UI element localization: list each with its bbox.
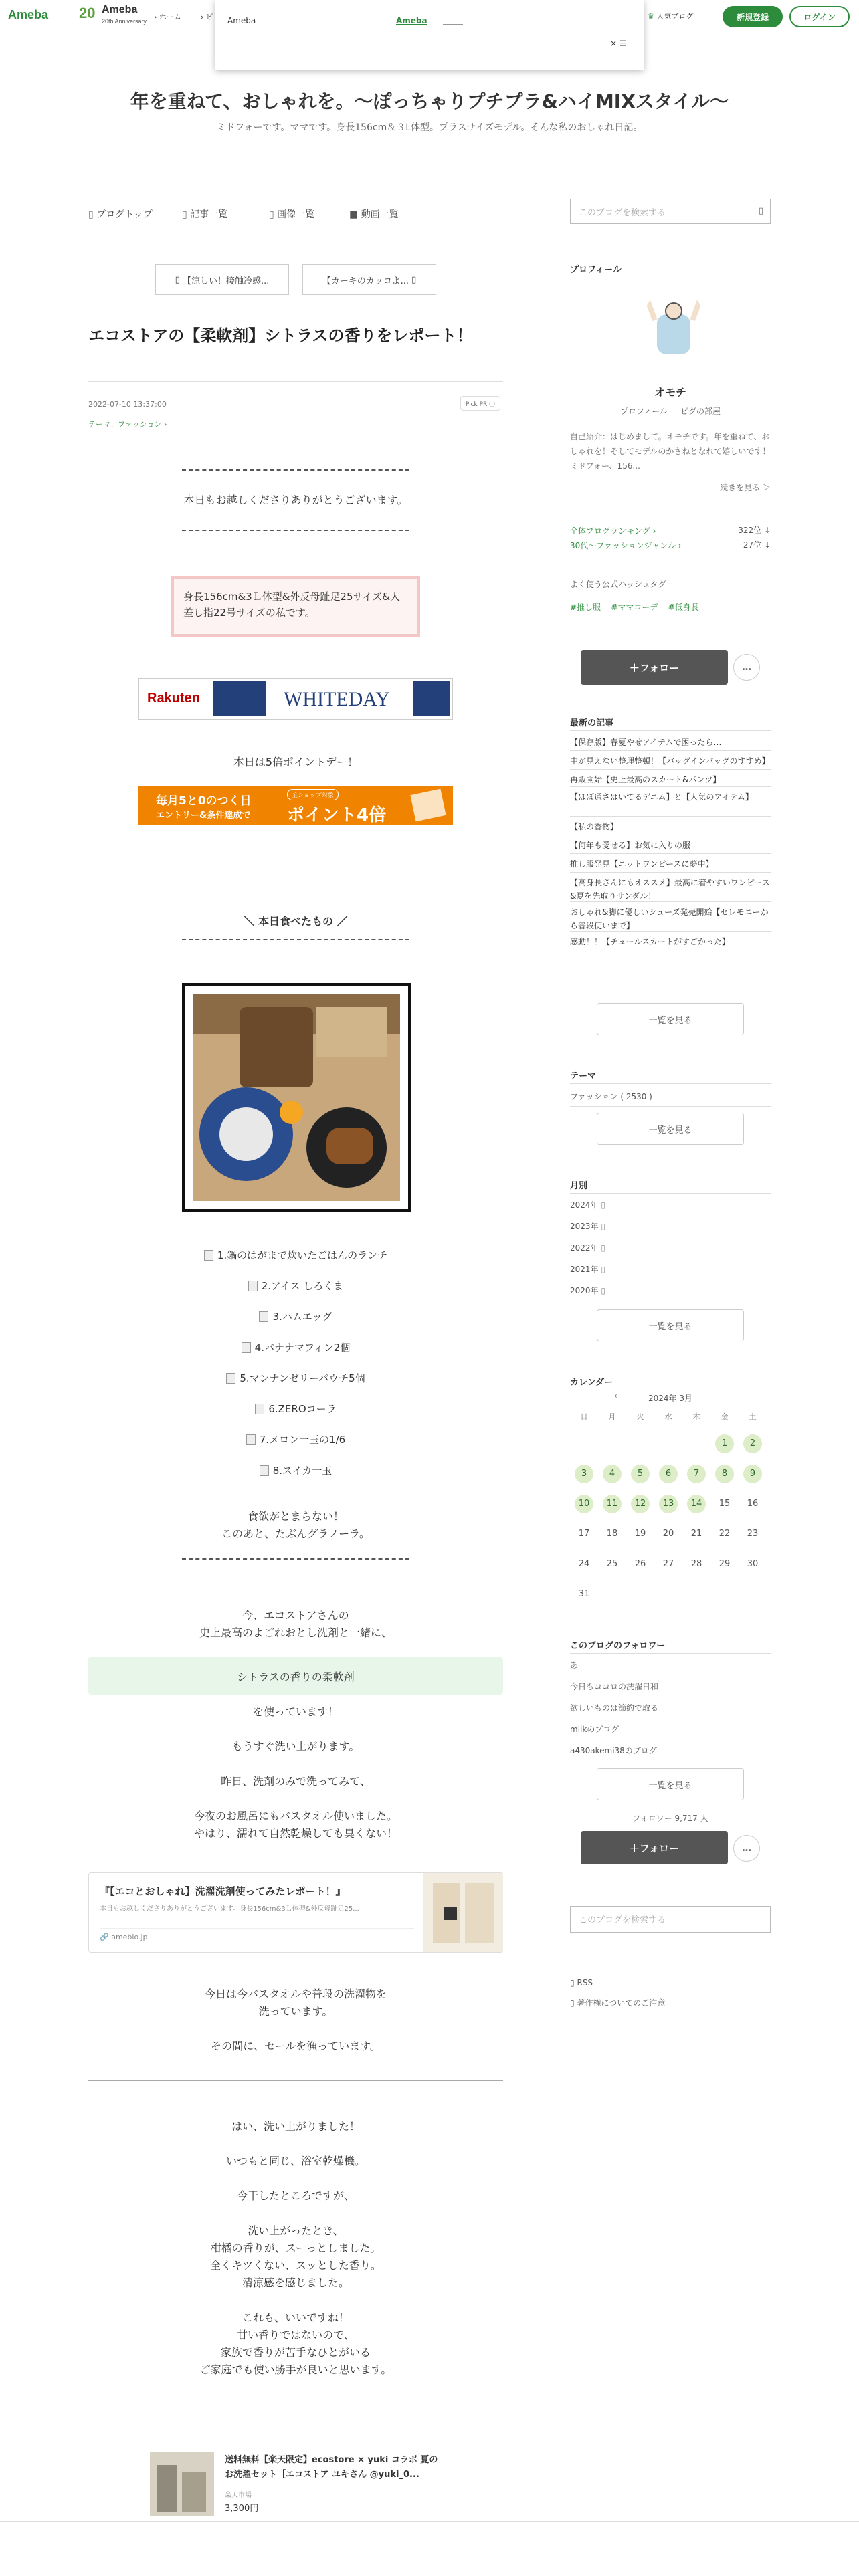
article-date: 2022-07-10 13:37:00	[88, 400, 167, 409]
food-item-text: 1.鍋のはがまで炊いたごはんのランチ	[217, 1249, 388, 1261]
calendar-day[interactable]	[682, 1489, 710, 1519]
calendar-day[interactable]	[710, 1428, 739, 1459]
popup-link[interactable]: Ameba	[396, 16, 427, 25]
weekday-header: 火	[636, 1412, 644, 1421]
image-icon: ▯	[269, 209, 274, 220]
link-card-domain: 🔗 ameblo.jp	[100, 1928, 414, 1941]
chevron-left-icon: ▯	[175, 274, 180, 285]
follow-button[interactable]: ＋フォロー	[581, 650, 728, 685]
rank-genre-link[interactable]: 30代〜ファッションジャンル ›	[570, 541, 682, 550]
dash-divider	[182, 1558, 409, 1560]
recent-article-link[interactable]: 【高身長さんにもオススメ】最高に着やすいワンピース&夏を先取りサンダル！	[570, 878, 770, 901]
divider	[570, 786, 771, 787]
calendar-day-number: 9	[743, 1465, 762, 1483]
profile-name[interactable]: オモチ	[654, 386, 686, 399]
body-text: 家族で香りが苦手なひとがいる	[220, 2346, 371, 2359]
calendar-day-number: 31	[578, 1589, 590, 1599]
calendar-day[interactable]	[654, 1489, 682, 1519]
dash-divider	[182, 530, 409, 531]
rank-genre-value: 27位 ↓	[743, 540, 771, 550]
calendar-day	[626, 1519, 654, 1549]
nav-home-link[interactable]: › ホーム	[154, 13, 181, 21]
divider	[570, 853, 771, 854]
profile-links	[570, 405, 771, 417]
popup-underline	[443, 24, 463, 25]
calendar-day-number: 7	[687, 1465, 706, 1483]
recent-article-link[interactable]: 感動！！【チュールスカートがすごかった】	[570, 937, 731, 946]
calendar-day	[570, 1579, 598, 1609]
year-archive-link[interactable]	[570, 1220, 771, 1233]
calendar-day[interactable]	[598, 1459, 626, 1489]
body-text: やはり、濡れて自然乾燥しても臭くない！	[193, 1827, 397, 1840]
calendar-day-number: 8	[715, 1465, 734, 1483]
nav-partial-link[interactable]: › ピ	[201, 13, 213, 21]
body-text: 洗っています。	[258, 2005, 333, 2018]
broken-image-icon	[246, 1434, 256, 1445]
follower-link[interactable]: 欲しいものは節約で取る	[570, 1703, 659, 1713]
calendar-day-number: 21	[690, 1529, 702, 1539]
month-list-all-button[interactable]: 一覧を見る	[597, 1309, 744, 1341]
food-image-caption	[88, 1432, 503, 1446]
dash-divider	[182, 469, 409, 471]
recent-heading: 最新の記事	[570, 718, 614, 728]
calendar-day-number: 26	[634, 1559, 646, 1569]
banner2-tag: 全ショップ対象	[287, 789, 339, 800]
calendar-day	[570, 1428, 598, 1459]
calendar-day	[626, 1428, 654, 1459]
followers-heading: このブログのフォロワー	[570, 1641, 666, 1651]
section-heading: ＼ 本日食べたもの ／	[244, 915, 348, 928]
year-label: 2020年	[570, 1286, 599, 1295]
intro-line-1: 今、エコストアさんの	[242, 1609, 349, 1622]
recent-article-link[interactable]: 【私の香物】	[570, 822, 619, 831]
broken-image-icon	[248, 1281, 258, 1291]
calendar-day-number: 18	[606, 1529, 618, 1539]
sidebar-search-input[interactable]: このブログを検索する	[570, 1906, 771, 1933]
chevron-down-icon: ▯	[598, 1200, 605, 1210]
calendar-day	[710, 1549, 739, 1579]
follower-count: フォロワー 9,717 人	[632, 1814, 708, 1823]
food-item-text: 4.バナナマフィン2個	[254, 1341, 351, 1354]
divider	[570, 931, 771, 932]
body-text: 今夜のお風呂にもバスタオル使いました。	[193, 1810, 397, 1822]
product-thumbnail[interactable]	[150, 2452, 214, 2516]
year-archive-link[interactable]	[570, 1198, 771, 1212]
divider	[570, 1083, 771, 1084]
popup-close-icon[interactable]: × ☰	[610, 39, 627, 48]
broken-image-icon	[242, 1342, 251, 1353]
banner-decoration-left	[213, 681, 266, 716]
blog-title[interactable]: 年を重ねて、おしゃれを。〜ぽっちゃりプチプラ&ハイMIXスタイル〜	[130, 90, 729, 112]
more-options-button[interactable]: …	[733, 654, 760, 681]
crown-icon: ♛	[648, 12, 654, 21]
body-text: 今日は今バスタオルや普段の洗濯物を	[204, 1988, 387, 2000]
link-card-title: 『【エコとおしゃれ】洗濯洗剤使ってみたレポート！』	[100, 1885, 346, 1897]
calendar-day	[570, 1519, 598, 1549]
calendar-day-number: 12	[631, 1495, 650, 1513]
banner2-left-title: 毎月5と0のつく日	[156, 794, 252, 808]
broken-image-icon	[226, 1373, 235, 1384]
rss-link[interactable]: ▯ RSS	[570, 1978, 593, 1988]
recent-article-link[interactable]: 【何年も愛せる】お気に入りの服	[570, 841, 691, 850]
article-theme-link[interactable]: テーマ：ファッション ›	[88, 420, 167, 429]
divider	[570, 872, 771, 873]
theme-list-all-button[interactable]: 一覧を見る	[597, 1113, 744, 1145]
calendar-day	[739, 1579, 767, 1609]
food-comment-2: このあと、たぶんグラノーラ。	[221, 1527, 370, 1540]
footer-divider	[0, 2521, 859, 2522]
divider	[570, 816, 771, 817]
food-image-caption	[88, 1309, 503, 1323]
calendar-day[interactable]	[739, 1428, 767, 1459]
followers-list-all-button[interactable]: 一覧を見る	[597, 1768, 744, 1800]
link-card-desc: 本日もお越しくださりありがとうございます。身長156cm&3Ｌ体型&外反母趾足25...	[100, 1905, 359, 1913]
calendar-day	[682, 1519, 710, 1549]
recent-article-link[interactable]: おしゃれ&脚に優しいシューズ発売開始【セレモニーから普段使いまで】	[570, 907, 769, 930]
banner2-points: ポイント4倍	[287, 805, 387, 825]
chevron-left-icon: ‹	[614, 1391, 617, 1400]
food-item-text: 7.メロン一玉の1/6	[259, 1434, 346, 1446]
banner-whiteday-text: WHITEDAY	[284, 688, 390, 710]
calendar-day	[739, 1549, 767, 1579]
rank-overall-link[interactable]: 全体ブログランキング ›	[570, 526, 656, 536]
food-image-caption	[88, 1402, 503, 1416]
calendar-day	[598, 1519, 626, 1549]
greeting-text: 本日もお越しくださりありがとうございます。	[183, 494, 408, 506]
weekday-header: 金	[721, 1412, 729, 1421]
product-title[interactable]: 送料無料【楽天限定】ecostore × yuki コラボ 夏のお洗濯セット［エコストア ユキさん @yuki_0...	[225, 2455, 438, 2480]
calendar-day	[682, 1428, 710, 1459]
recent-article-link[interactable]: 推し服発見【ニットワンピースに夢中】	[570, 859, 714, 869]
profile-heading: プロフィール	[570, 265, 622, 275]
calendar-day-number: 11	[603, 1495, 622, 1513]
body-text: はい、洗い上がりました！	[231, 2120, 360, 2133]
calendar-day-number: 5	[631, 1465, 650, 1483]
body-text: 昨日、洗剤のみで洗ってみて、	[221, 1775, 371, 1788]
weekday-header: 木	[692, 1412, 700, 1421]
header-popup	[215, 0, 644, 70]
calendar-day	[710, 1489, 739, 1519]
broken-image-icon	[260, 1465, 269, 1476]
calendar-day[interactable]	[570, 1489, 598, 1519]
calendar-day[interactable]	[570, 1459, 598, 1489]
hashtag-link[interactable]: #推し服	[570, 603, 601, 612]
food-item-text: 5.マンナンゼリーパウチ5個	[240, 1372, 365, 1384]
profile-note-box: 身長156cm&3Ｌ体型&外反母趾足25サイズ&人差し指22号サイズの私です。	[171, 576, 420, 637]
broken-image-icon	[259, 1311, 268, 1322]
calendar-day-number: 22	[719, 1529, 731, 1539]
calendar-day-number: 1	[715, 1434, 734, 1453]
calendar-table	[570, 1404, 767, 1609]
calendar-day-number: 14	[687, 1495, 706, 1513]
search-icon[interactable]: ▯	[758, 206, 763, 216]
weekday-header: 日	[580, 1412, 588, 1421]
chevron-down-icon: ▯	[598, 1286, 605, 1295]
weekday-header: 水	[664, 1412, 672, 1421]
hashtag-link[interactable]: #低身長	[668, 603, 699, 612]
food-comment-1: 食欲がとまらない！	[247, 1510, 344, 1523]
body-text: 今干したところですが、	[237, 2189, 355, 2202]
year-archive-link[interactable]	[570, 1263, 771, 1276]
banner2-left-sub: エントリー&条件達成で	[156, 811, 251, 821]
calendar-day	[654, 1549, 682, 1579]
recent-article-link[interactable]: 再販開始【史上最高のスカート&パンツ】	[570, 775, 721, 784]
header-search-input[interactable]: このブログを検索する ▯	[570, 199, 771, 224]
food-image-caption	[88, 1463, 503, 1477]
body-text: を使っています！	[252, 1705, 339, 1718]
calendar-day	[654, 1519, 682, 1549]
pig-room-link[interactable]: ピグの部屋	[680, 407, 721, 416]
follower-link[interactable]: 今日もココロの洗濯日和	[570, 1682, 659, 1691]
food-image-caption	[88, 1248, 503, 1262]
rss-icon: ▯	[570, 1978, 575, 1988]
photo-content	[193, 994, 400, 1201]
calendar-day-number: 29	[719, 1559, 731, 1569]
nav-article-list[interactable]: ▯ 記事一覧	[182, 209, 228, 220]
rakuten-logo: Rakuten	[147, 691, 200, 706]
calendar-day	[682, 1549, 710, 1579]
divider	[570, 769, 771, 770]
signup-button[interactable]: 新規登録	[723, 6, 783, 27]
anniversary-logo-text[interactable]: Ameba	[102, 4, 138, 15]
profile-link[interactable]: プロフィール	[620, 407, 668, 416]
link-card[interactable]	[88, 1872, 503, 1953]
theme-heading: テーマ	[570, 1071, 597, 1081]
calendar-day[interactable]	[626, 1459, 654, 1489]
profile-more-link[interactable]: 続きを見る ＞	[720, 483, 771, 492]
divider	[570, 1653, 771, 1654]
food-image-caption	[88, 1340, 503, 1354]
link-card-thumbnail	[423, 1873, 503, 1952]
body-text: 甘い香りではないので、	[237, 2329, 355, 2341]
year-label: 2024年	[570, 1200, 599, 1210]
list-icon: ▯	[182, 209, 187, 220]
calendar-day-number: 13	[659, 1495, 678, 1513]
calendar-day-number: 30	[747, 1559, 759, 1569]
calendar-day	[598, 1428, 626, 1459]
calendar-day-number: 2	[743, 1434, 762, 1453]
body-text: 全くキツくない、スッとした香り。	[210, 2259, 381, 2272]
year-label: 2023年	[570, 1222, 599, 1231]
lunch-photo[interactable]	[182, 983, 411, 1212]
ameba-logo[interactable]: Ameba	[8, 8, 49, 21]
calendar-day-number: 17	[578, 1529, 590, 1539]
copyright-icon: ▯	[570, 1998, 575, 2008]
calendar-day-number: 20	[662, 1529, 674, 1539]
theme-item[interactable]: ファッション ( 2530 )	[570, 1092, 652, 1101]
nav-image-list[interactable]: ▯ 画像一覧	[269, 209, 315, 220]
month-heading: 月別	[570, 1181, 588, 1191]
body-text: いつもと同じ、浴室乾燥機。	[225, 2155, 365, 2167]
copyright-link[interactable]: ▯ 著作権についてのご注意	[570, 1998, 666, 2008]
calendar-day[interactable]	[710, 1459, 739, 1489]
recent-article-link[interactable]: 【保存版】春夏やせアイテムで困ったら…	[570, 738, 722, 747]
point-day-text: 本日は5倍ポイントデー！	[233, 756, 359, 768]
calendar-day	[739, 1519, 767, 1549]
weekday-header: 月	[608, 1412, 616, 1421]
divider	[570, 1106, 771, 1107]
ranking-link[interactable]: ♛ 人気ブログ	[648, 12, 694, 21]
calendar-day	[626, 1549, 654, 1579]
more-options-button-bottom[interactable]: …	[733, 1835, 760, 1862]
title-divider	[88, 381, 503, 382]
follower-link[interactable]: milkのブログ	[570, 1725, 619, 1734]
calendar-day-number: 16	[747, 1499, 759, 1509]
broken-image-icon	[255, 1404, 264, 1414]
calendar-heading: カレンダー	[570, 1378, 613, 1388]
body-text: その間に、セールを漁っています。	[211, 2040, 381, 2052]
rank-overall-value: 322位 ↓	[738, 526, 771, 535]
year-label: 2022年	[570, 1243, 599, 1253]
product-price: 3,300円	[225, 2504, 259, 2514]
chevron-down-icon: ▯	[598, 1265, 605, 1274]
year-label: 2021年	[570, 1265, 599, 1274]
anniversary-logo-number[interactable]: 20	[79, 5, 96, 21]
calendar-day	[598, 1579, 626, 1609]
article-title[interactable]: エコストアの【柔軟剤】シトラスの香りをレポート！	[88, 326, 473, 345]
body-text: 洗い上がったとき、	[248, 2224, 344, 2237]
calendar-day[interactable]	[626, 1489, 654, 1519]
calendar-month: 2024年 3月	[648, 1394, 692, 1403]
follower-link[interactable]: あ	[570, 1660, 579, 1670]
calendar-day-number: 28	[690, 1559, 702, 1569]
body-text: 清涼感を感じました。	[242, 2276, 349, 2289]
calendar-day	[598, 1549, 626, 1579]
calendar-day	[710, 1579, 739, 1609]
calendar-day-number: 6	[659, 1465, 678, 1483]
calendar-day[interactable]	[739, 1459, 767, 1489]
login-button[interactable]: ログイン	[789, 6, 850, 27]
food-image-caption	[88, 1279, 503, 1293]
calendar-day[interactable]	[654, 1459, 682, 1489]
calendar-day	[570, 1549, 598, 1579]
banner2-card-icon	[410, 789, 446, 822]
divider	[570, 730, 771, 731]
highlight-box: シトラスの香りの柔軟剤	[88, 1657, 503, 1695]
food-item-text: 6.ZEROコーラ	[268, 1403, 337, 1415]
year-archive-link[interactable]	[570, 1241, 771, 1255]
calendar-day	[739, 1489, 767, 1519]
follow-button-bottom[interactable]: ＋フォロー	[581, 1831, 728, 1864]
chevron-right-icon: ›	[164, 420, 167, 429]
hashtag-link[interactable]: #ママコーデ	[611, 603, 658, 612]
profile-avatar[interactable]	[644, 288, 704, 361]
rakuten-point-banner[interactable]	[138, 786, 453, 825]
prev-article-button[interactable]: ▯ 【涼しい！接触冷感...	[155, 264, 289, 295]
calendar-day-number: 27	[662, 1559, 674, 1569]
calendar-day-number: 4	[603, 1465, 622, 1483]
chevron-down-icon: ▯	[598, 1243, 605, 1253]
hashtag-list	[570, 601, 771, 614]
calendar-day[interactable]	[682, 1459, 710, 1489]
calendar-day	[682, 1579, 710, 1609]
calendar-day-number: 15	[719, 1499, 731, 1509]
calendar-day-number: 19	[634, 1529, 646, 1539]
food-item-text: 8.スイカ一玉	[272, 1465, 332, 1477]
body-text: ご家庭でも使い勝手が良いと思います。	[199, 2363, 392, 2376]
nav-video-list[interactable]: ■ 動画一覧	[349, 209, 399, 220]
blog-description: ミドフォーです。ママです。身長156cm＆３L体型。プラスサイズモデル。そんな私のおしゃれ日記。	[216, 122, 643, 133]
intro-line-2: 史上最高のよごれおとし洗剤と一緒に、	[199, 1626, 392, 1639]
chevron-down-icon: ▯	[598, 1222, 605, 1231]
calendar-day[interactable]	[598, 1489, 626, 1519]
year-archive-link[interactable]	[570, 1284, 771, 1297]
chevron-right-icon: ▯	[411, 274, 417, 285]
recent-article-link[interactable]: 【ほぼ通さはいてるデニム】と【人気のアイテム】	[570, 792, 753, 802]
anniversary-logo-caption: 20th Anniversary	[102, 18, 147, 25]
body-text: これも、いいですね！	[242, 2311, 349, 2324]
dash-divider	[182, 939, 409, 940]
body-text: もうすぐ洗い上がります。	[231, 1740, 360, 1753]
calendar-day-number: 10	[575, 1495, 593, 1513]
food-image-caption	[88, 1371, 503, 1385]
divider	[570, 1193, 771, 1194]
link-icon: 🔗	[100, 1933, 109, 1941]
body-text: 柑橘の香りが、スーっとしました。	[210, 2242, 381, 2254]
calendar-day-number: 24	[578, 1559, 590, 1569]
popup-title: Ameba	[227, 16, 256, 25]
divider	[570, 750, 771, 751]
rakuten-whiteday-banner[interactable]	[138, 678, 453, 720]
next-article-button[interactable]: 【カーキのカッコよ... ▯	[302, 264, 436, 295]
pick-pr-badge[interactable]: Pick PR ⓘ	[460, 396, 500, 411]
hashtags-heading: よく使う公式ハッシュタグ	[570, 580, 666, 589]
home-icon: ▯	[88, 209, 94, 220]
calendar-day-number: 25	[606, 1559, 618, 1569]
video-icon: ■	[349, 209, 359, 220]
recent-article-link[interactable]: 中が見えない整理整頓！【バッグインバッグのすすめ】	[570, 756, 770, 766]
weekday-header: 土	[749, 1412, 757, 1421]
calendar-day	[626, 1579, 654, 1609]
calendar-day	[654, 1428, 682, 1459]
calendar-day-number: 3	[575, 1465, 593, 1483]
banner-decoration-right	[413, 681, 450, 716]
calendar-day	[654, 1579, 682, 1609]
product-shop: 楽天市場	[225, 2492, 252, 2499]
divider	[570, 901, 771, 902]
calendar-day-number: 23	[747, 1529, 759, 1539]
broken-image-icon	[204, 1250, 213, 1261]
recent-list-all-button[interactable]: 一覧を見る	[597, 1003, 744, 1035]
calendar-day	[710, 1519, 739, 1549]
food-item-text: 3.ハムエッグ	[272, 1311, 332, 1323]
follower-link[interactable]: a430akemi38のブログ	[570, 1746, 657, 1755]
nav-blog-top[interactable]: ▯ ブログトップ	[88, 209, 153, 220]
solid-divider	[88, 2080, 503, 2081]
profile-intro: 自己紹介：はじめまして。オモチです。年を重ねて、おしゃれを！そしてモデルのかさねとなれて嬉しいです！ミドフォー、156...	[570, 432, 771, 471]
food-item-text: 2.アイス しろくま	[261, 1280, 344, 1292]
